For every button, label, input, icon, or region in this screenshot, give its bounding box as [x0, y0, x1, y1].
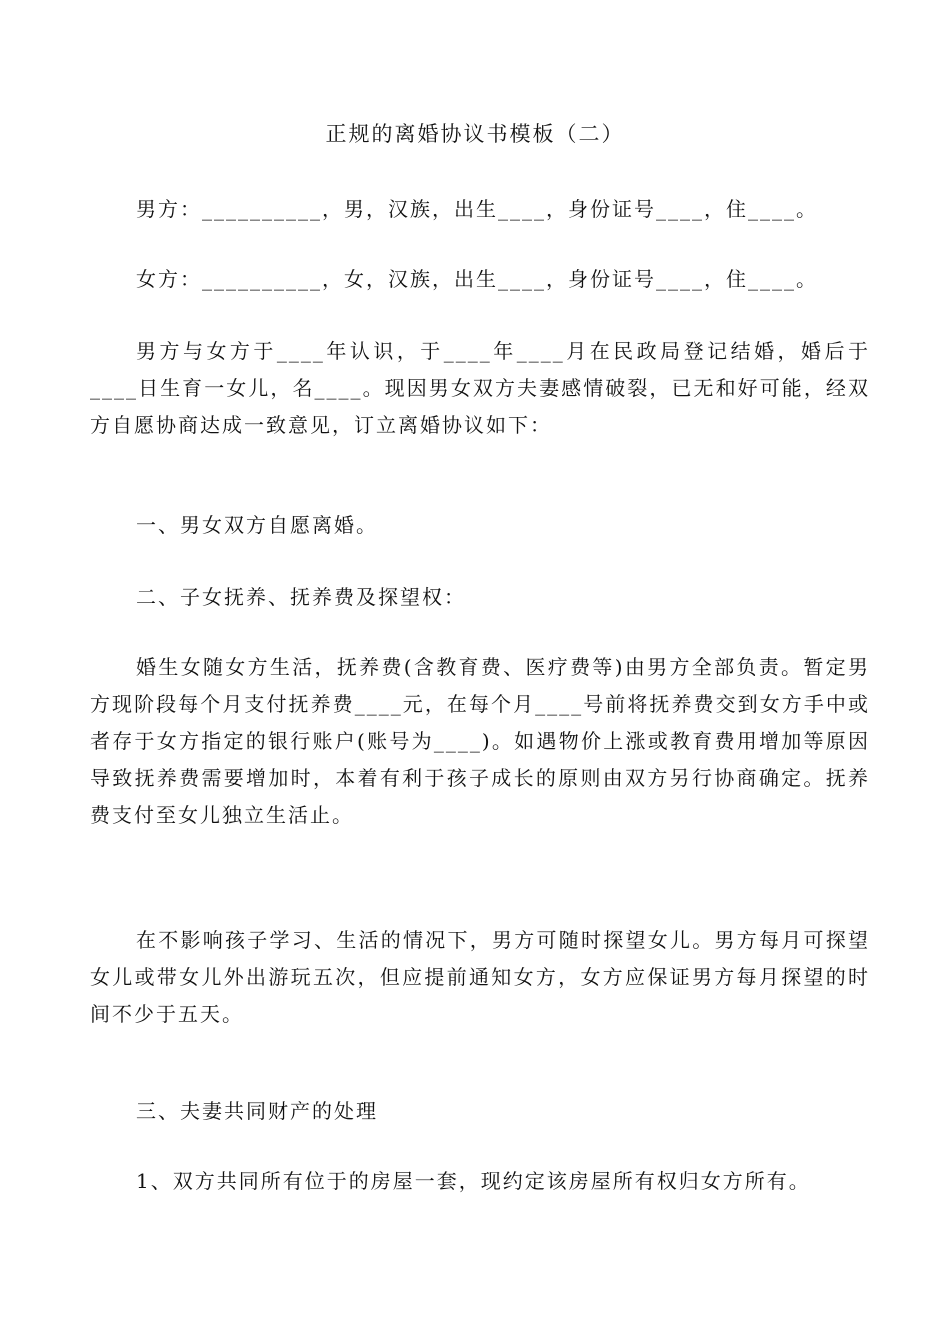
clause-3-item-1: 1、双方共同所有位于的房屋一套，现约定该房屋所有权归女方所有。 — [136, 1169, 811, 1193]
paragraph-marriage-background: 男方与女方于____年认识，于____年____月在民政局登记结婚，婚后于____日生育一女儿，名____。现因男女双方夫妻感情破裂，已无和好可能，经双方自愿协商达成一致意见，订立离婚协议如下： — [90, 339, 870, 437]
clause-3-heading: 三、夫妻共同财产的处理 — [136, 1099, 378, 1123]
clause-1-heading: 一、男女双方自愿离婚。 — [136, 513, 378, 537]
clause-2-heading: 二、子女抚养、抚养费及探望权： — [136, 585, 466, 609]
paragraph-visitation: 在不影响孩子学习、生活的情况下，男方可随时探望女儿。男方每月可探望女儿或带女儿外出游玩五次，但应提前通知女方，女方应保证男方每月探望的时间不少于五天。 — [90, 928, 870, 1026]
paragraph-male-party: 男方：__________，男，汉族，出生____，身份证号____，住____。 — [136, 197, 818, 221]
paragraph-female-party: 女方：__________，女，汉族，出生____，身份证号____，住____。 — [136, 267, 818, 291]
document-title: 正规的离婚协议书模板（二） — [325, 122, 625, 146]
paragraph-child-support: 婚生女随女方生活，抚养费(含教育费、医疗费等)由男方全部负责。暂定男方现阶段每个月支付抚养费____元，在每个月____号前将抚养费交到女方手中或者存于女方指定的银行账户(账号为____)。如遇物价上涨或教育费用增加等原因导致抚养费需要增加时，本着有利于孩子成长的原则由双方另行协商确定。抚养费支付至女儿独立生活止。 — [90, 655, 870, 827]
